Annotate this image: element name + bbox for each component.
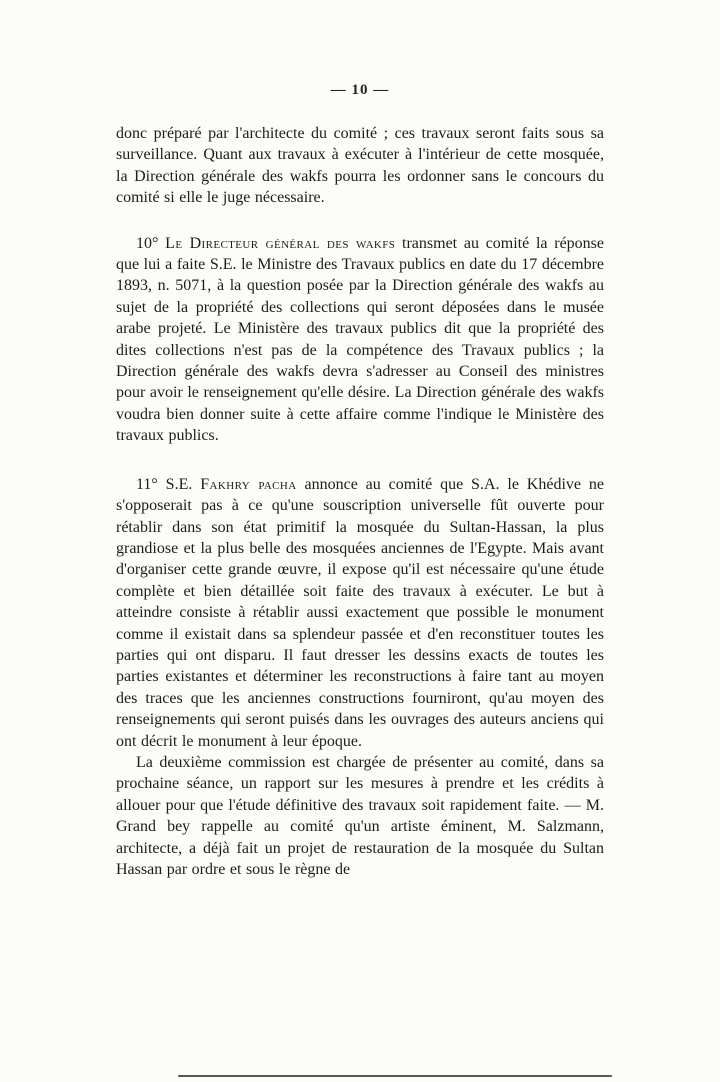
paragraph-commission: La deuxième commission est chargée de présenter au comité, dans sa prochaine séance, un rapport sur les mesures à prendre et les crédits à allouer pour que l'étude définitive des travaux soit rapidement faite. — M. Grand bey rappelle au comité qu'un artiste éminent, M. Salzmann, architecte, a déjà fait un projet de restauration de la mosquée du Sultan Hassan par ordre et sous le règne de — [116, 753, 604, 878]
item-10-number: 10° — [136, 234, 166, 252]
paragraph-item-11 — [116, 474, 604, 752]
item-10-subject: Le Directeur général des wakfs — [165, 234, 396, 252]
text-block — [116, 123, 604, 880]
paragraph-continuation: donc préparé par l'architecte du comité ; ces travaux seront faits sous sa surveillance. Quant aux travaux à exécuter à l'intérieur de cette mosquée, la Direction générale des wakfs pourra les ordonner sans le concours du comité si elle le juge nécessaire. — [116, 125, 604, 207]
page-number: — 10 — — [330, 82, 390, 98]
item-10-body: transmet au comité la réponse que lui a faite S.E. le Ministre des Travaux publics en date du 17 décembre 1893, n. 5071, à la question posée par la Direction générale des wakfs au sujet de la propriété des collections qui seront déposées dans le musée arabe projeté. Le Ministère des travaux publics dit que la propriété des dites collections n'est pas de la compétence des Travaux publics ; la Direction générale des wakfs devra s'adresser au Conseil des ministres pour avoir le renseignement qu'elle désire. La Direction générale des wakfs voudra bien donner suite à cette affaire comme l'indique le Ministère des travaux publics. — [116, 234, 605, 445]
item-11-number: 11° S.E. — [136, 475, 201, 493]
item-11-body: annonce au comité que S.A. le Khédive ne s'opposerait pas à ce qu'une souscription universelle fût ouverte pour rétablir dans son état primitif la mosquée du Sultan-Hassan, la plus grandiose et la plus belle des mosquées anciennes de l'Egypte. Mais avant d'organiser cette grande œuvre, il expose qu'il est nécessaire qu'une étude complète et bien détaillée soit faite des travaux à exécuter. Le but à atteindre consiste à rétablir aussi exactement que possible le monument comme il existait dans sa splendeur passée et d'en reconstituer toutes les parties qui ont disparu. Il faut dresser les dessins exacts de toutes les parties existantes et déterminer les reconstructions à faire tant au moyen des traces que les anciennes constructions fourniront, qu'au moyen des renseignements qui seront puisés dans les ouvrages des auteurs anciens qui ont décrit le monument à leur époque. — [116, 475, 604, 750]
item-11-subject: Fakhry pacha — [200, 475, 297, 493]
paragraph-item-10 — [116, 233, 604, 447]
scan-edge-artifact — [178, 1075, 612, 1077]
